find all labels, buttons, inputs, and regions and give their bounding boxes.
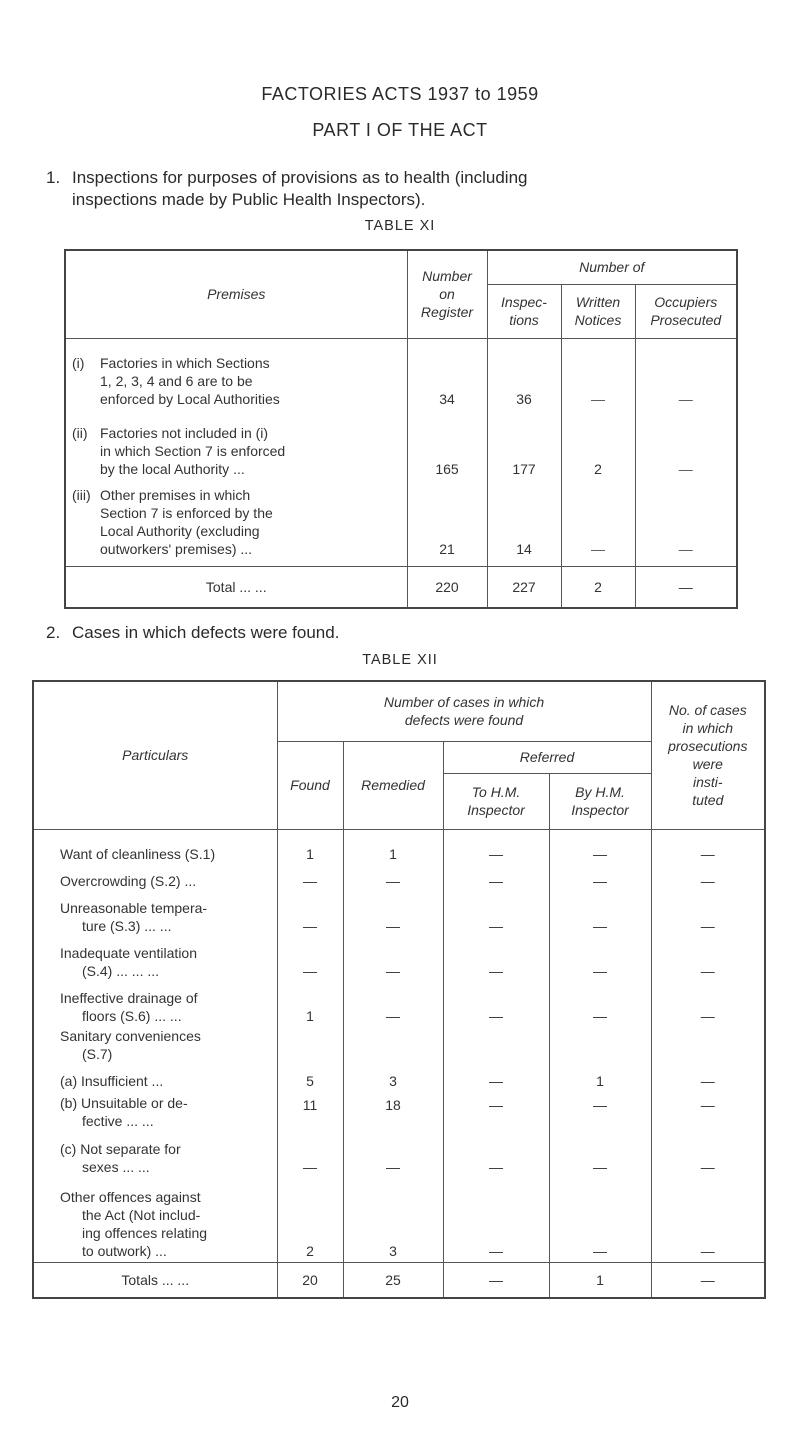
cell-prosecutions: — — [651, 865, 765, 892]
table-row — [65, 482, 737, 566]
table-total-row — [33, 1262, 765, 1298]
total-inspections: 227 — [487, 566, 561, 608]
cell-prosecutions: — — [651, 892, 765, 937]
cell-by-hm: — — [549, 865, 651, 892]
header-found: Found — [277, 741, 343, 829]
section-1-number: 1. — [46, 168, 61, 187]
table-xii-body — [33, 829, 765, 1262]
cell-remedied: — — [343, 865, 443, 892]
total-remedied: 25 — [343, 1262, 443, 1298]
cell-to-hm: — — [443, 937, 549, 982]
header-prosecutions: No. of cases in which prosecutions were insti- tuted — [651, 681, 765, 829]
header-written-notices: Written Notices — [561, 284, 635, 338]
cell-by-hm: — — [549, 1178, 651, 1262]
row-label: Inadequate ventilation (S.4) ... ... ... — [60, 945, 197, 979]
cell-found: — — [277, 1132, 343, 1178]
table-row — [65, 414, 737, 482]
table-row — [33, 1178, 765, 1262]
cell-prosecutions: — — [651, 937, 765, 982]
total-register: 220 — [407, 566, 487, 608]
table-row — [33, 982, 765, 1027]
table-row — [33, 1027, 765, 1065]
row-label: Ineffective drainage of floors (S.6) ... ... — [60, 990, 198, 1024]
row-label: (i) Factories in which Sections 1, 2, 3, 4 and 6 are to be enforced by Local Authorities — [72, 355, 280, 407]
cell-to-hm: — — [443, 892, 549, 937]
total-found: 20 — [277, 1262, 343, 1298]
cell-by-hm — [549, 1027, 651, 1065]
cell-notices: — — [561, 338, 635, 414]
table-row — [33, 1132, 765, 1178]
header-by-hm-inspector: By H.M. Inspector — [549, 773, 651, 829]
total-prosecuted: — — [635, 566, 737, 608]
row-label: (ii) Factories not included in (i) in which Section 7 is enforced by the local Authority ... — [72, 425, 286, 477]
header-remedied: Remedied — [343, 741, 443, 829]
header-referred: Referred — [443, 741, 651, 773]
cell-remedied: 1 — [343, 829, 443, 865]
table-total-row — [65, 566, 737, 608]
cell-to-hm: — — [443, 1092, 549, 1132]
cell-prosecutions: — — [651, 1092, 765, 1132]
table-row — [33, 937, 765, 982]
header-number-of: Number of — [487, 250, 737, 284]
header-inspections: Inspec- tions — [487, 284, 561, 338]
cell-prosecutions: — — [651, 982, 765, 1027]
table-xii-header-row-1 — [33, 681, 765, 741]
cell-to-hm: — — [443, 1132, 549, 1178]
cell-inspections: 14 — [487, 482, 561, 566]
cell-by-hm: — — [549, 829, 651, 865]
cell-found: — — [277, 937, 343, 982]
header-number-on-register: Number on Register — [407, 250, 487, 338]
row-label: (b) Unsuitable or de- fective ... ... — [60, 1095, 188, 1129]
cell-by-hm: 1 — [549, 1065, 651, 1092]
cell-found: 11 — [277, 1092, 343, 1132]
cell-remedied: — — [343, 937, 443, 982]
cell-remedied: — — [343, 982, 443, 1027]
page-number: 20 — [391, 1394, 409, 1411]
cell-prosecutions: — — [651, 829, 765, 865]
table-row — [33, 1092, 765, 1132]
cell-to-hm: — — [443, 829, 549, 865]
total-prosecutions: — — [651, 1262, 765, 1298]
cell-to-hm: — — [443, 1178, 549, 1262]
total-by-hm: 1 — [549, 1262, 651, 1298]
cell-prosecuted: — — [635, 338, 737, 414]
row-label: Sanitary conveniences (S.7) — [60, 1028, 201, 1062]
cell-inspections: 36 — [487, 338, 561, 414]
header-number-of-cases: Number of cases in which defects were found — [277, 681, 651, 741]
table-xi-header-row-1 — [65, 250, 737, 284]
section-1-text-line2: inspections made by Public Health Inspectors). — [72, 190, 426, 209]
cell-remedied: — — [343, 1132, 443, 1178]
cell-to-hm: — — [443, 865, 549, 892]
cell-register: 165 — [407, 414, 487, 482]
row-label: Overcrowding (S.2) ... — [60, 873, 197, 889]
section-1-text-line1: Inspections for purposes of provisions as to health (including — [72, 168, 528, 187]
total-to-hm: — — [443, 1262, 549, 1298]
cell-inspections: 177 — [487, 414, 561, 482]
cell-notices: — — [561, 482, 635, 566]
cell-to-hm — [443, 1027, 549, 1065]
table-row — [33, 892, 765, 937]
cell-found: 1 — [277, 829, 343, 865]
table-xii — [32, 680, 766, 1299]
row-label: (c) Not separate for sexes ... ... — [60, 1141, 181, 1175]
cell-found: 1 — [277, 982, 343, 1027]
cell-prosecutions: — — [651, 1178, 765, 1262]
cell-found: 2 — [277, 1178, 343, 1262]
cell-by-hm: — — [549, 937, 651, 982]
cell-by-hm: — — [549, 1132, 651, 1178]
cell-prosecutions: — — [651, 1132, 765, 1178]
cell-to-hm: — — [443, 1065, 549, 1092]
cell-notices: 2 — [561, 414, 635, 482]
header-to-hm-inspector: To H.M. Inspector — [443, 773, 549, 829]
table-xii-label: TABLE XII — [362, 652, 438, 668]
table-xi-label: TABLE XI — [364, 218, 436, 234]
total-label: Totals ... ... — [33, 1262, 277, 1298]
row-label: Want of cleanliness (S.1) — [60, 846, 216, 862]
row-label: (a) Insufficient ... — [60, 1073, 164, 1089]
total-notices: 2 — [561, 566, 635, 608]
cell-by-hm: — — [549, 892, 651, 937]
section-2-text: Cases in which defects were found. — [72, 623, 340, 642]
cell-to-hm: — — [443, 982, 549, 1027]
row-label: (iii) Other premises in which Section 7 is enforced by the Local Authority (excluding outworkers' premises) ... — [72, 486, 273, 557]
cell-remedied: 3 — [343, 1065, 443, 1092]
cell-found: — — [277, 865, 343, 892]
cell-register: 21 — [407, 482, 487, 566]
header-premises: Premises — [65, 250, 407, 338]
table-row — [33, 829, 765, 865]
row-label: Unreasonable tempera- ture (S.3) ... ... — [60, 900, 208, 934]
document-title: FACTORIES ACTS 1937 to 1959 — [261, 84, 539, 104]
header-particulars: Particulars — [33, 681, 277, 829]
table-row — [33, 1065, 765, 1092]
row-label: Other offences against the Act (Not includ- ing offences relating to outwork) ... — [60, 1188, 208, 1259]
part-heading: PART I OF THE ACT — [312, 120, 488, 140]
cell-prosecuted: — — [635, 482, 737, 566]
cell-remedied — [343, 1027, 443, 1065]
header-occupiers-prosecuted: Occupiers Prosecuted — [635, 284, 737, 338]
cell-remedied: 18 — [343, 1092, 443, 1132]
total-label: Total ... ... — [65, 566, 407, 608]
table-row — [33, 865, 765, 892]
cell-remedied: — — [343, 892, 443, 937]
section-2-number: 2. — [46, 623, 61, 642]
cell-prosecutions — [651, 1027, 765, 1065]
cell-prosecutions: — — [651, 1065, 765, 1092]
cell-prosecuted: — — [635, 414, 737, 482]
cell-register: 34 — [407, 338, 487, 414]
cell-found: 5 — [277, 1065, 343, 1092]
cell-by-hm: — — [549, 1092, 651, 1132]
table-xi — [64, 249, 738, 609]
cell-found: — — [277, 892, 343, 937]
cell-by-hm: — — [549, 982, 651, 1027]
table-row — [65, 338, 737, 414]
cell-remedied: 3 — [343, 1178, 443, 1262]
cell-found — [277, 1027, 343, 1065]
